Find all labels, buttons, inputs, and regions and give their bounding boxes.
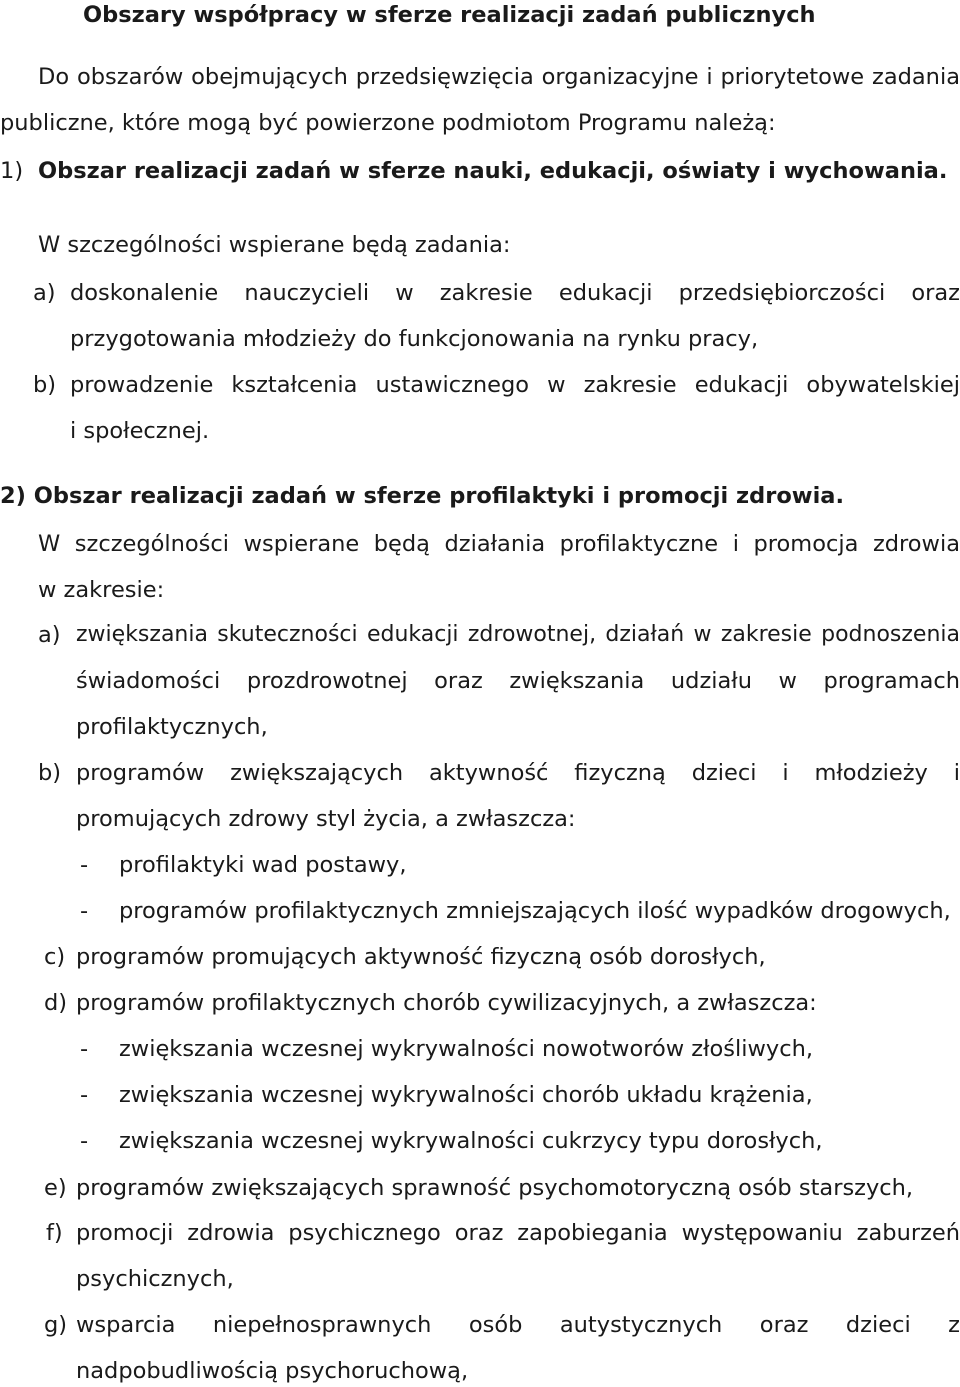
- dash-bullet: -: [80, 852, 89, 878]
- section-2-item-b-sub-1: profilaktyki wad postawy,: [119, 852, 407, 878]
- section-2-item-f-marker: f): [46, 1220, 63, 1246]
- section-2-item-b-line-2: promujących zdrowy styl życia, a zwłaszcza:: [76, 806, 576, 832]
- section-2-item-b-sub-2: programów profilaktycznych zmniejszających ilość wypadków drogowych,: [119, 898, 951, 924]
- section-1-lead: W szczególności wspierane będą zadania:: [38, 232, 511, 258]
- section-1-number: 1): [0, 158, 24, 184]
- section-2-item-d-line-1: programów profilaktycznych chorób cywilizacyjnych, a zwłaszcza:: [76, 990, 817, 1016]
- section-2-item-a-line-3: profilaktycznych,: [76, 714, 268, 740]
- section-2-item-d-marker: d): [44, 990, 68, 1016]
- section-2-item-f-line-1: promocji zdrowia psychicznego oraz zapobiegania występowaniu zaburzeń: [76, 1220, 960, 1246]
- dash-bullet: -: [80, 1036, 89, 1062]
- section-2-item-c-line-1: programów promujących aktywność fizyczną osób dorosłych,: [76, 944, 766, 970]
- section-2-item-g-line-2: nadpobudliwością psychoruchową,: [76, 1358, 469, 1384]
- section-2-item-a-line-2: świadomości prozdrowotnej oraz zwiększania udziału w programach: [76, 668, 960, 694]
- section-2-heading: 2) Obszar realizacji zadań w sferze profilaktyki i promocji zdrowia.: [0, 483, 845, 509]
- section-2-item-d-sub-2: zwiększania wczesnej wykrywalności chorób układu krążenia,: [119, 1082, 813, 1108]
- section-2-item-e-line-1: programów zwiększających sprawność psychomotoryczną osób starszych,: [76, 1175, 914, 1201]
- section-2-item-b-line-1: programów zwiększających aktywność fizyczną dzieci i młodzieży i: [76, 760, 960, 786]
- section-2-item-a-line-1: zwiększania skuteczności edukacji zdrowotnej, działań w zakresie podnoszenia: [76, 622, 960, 647]
- section-2-item-d-sub-3: zwiększania wczesnej wykrywalności cukrzycy typu dorosłych,: [119, 1128, 823, 1154]
- section-1-item-b-line-1: prowadzenie kształcenia ustawicznego w zakresie edukacji obywatelskiej: [70, 372, 960, 398]
- section-2-item-e-marker: e): [44, 1175, 67, 1201]
- section-2-item-g-marker: g): [44, 1312, 68, 1338]
- section-1-heading: Obszar realizacji zadań w sferze nauki, edukacji, oświaty i wychowania.: [38, 158, 948, 184]
- section-2-item-b-marker: b): [38, 760, 62, 786]
- section-2-item-c-marker: c): [44, 944, 66, 970]
- intro-line-1: Do obszarów obejmujących przedsięwzięcia organizacyjne i priorytetowe zadania: [38, 64, 960, 90]
- section-1-item-a-marker: a): [33, 280, 56, 306]
- dash-bullet: -: [80, 1128, 89, 1154]
- section-2-item-f-line-2: psychicznych,: [76, 1266, 234, 1292]
- section-1-item-b-marker: b): [33, 372, 57, 398]
- section-2-item-g-line-1: wsparcia niepełnosprawnych osób autystycznych oraz dzieci z: [76, 1312, 960, 1338]
- dash-bullet: -: [80, 898, 89, 924]
- dash-bullet: -: [80, 1082, 89, 1108]
- section-2-lead-line-1: W szczególności wspierane będą działania profilaktyczne i promocja zdrowia: [38, 531, 960, 557]
- document-title: Obszary współpracy w sferze realizacji zadań publicznych: [83, 2, 816, 28]
- section-2-item-a-marker: a): [38, 622, 61, 648]
- section-2-lead-line-2: w zakresie:: [38, 577, 165, 603]
- section-1-item-a-line-2: przygotowania młodzieży do funkcjonowania na rynku pracy,: [70, 326, 759, 352]
- intro-line-2: publiczne, które mogą być powierzone podmiotom Programu należą:: [0, 110, 776, 136]
- section-1-item-b-line-2: i społecznej.: [70, 418, 210, 444]
- section-1-item-a-line-1: doskonalenie nauczycieli w zakresie edukacji przedsiębiorczości oraz: [70, 280, 960, 306]
- section-2-item-d-sub-1: zwiększania wczesnej wykrywalności nowotworów złośliwych,: [119, 1036, 813, 1062]
